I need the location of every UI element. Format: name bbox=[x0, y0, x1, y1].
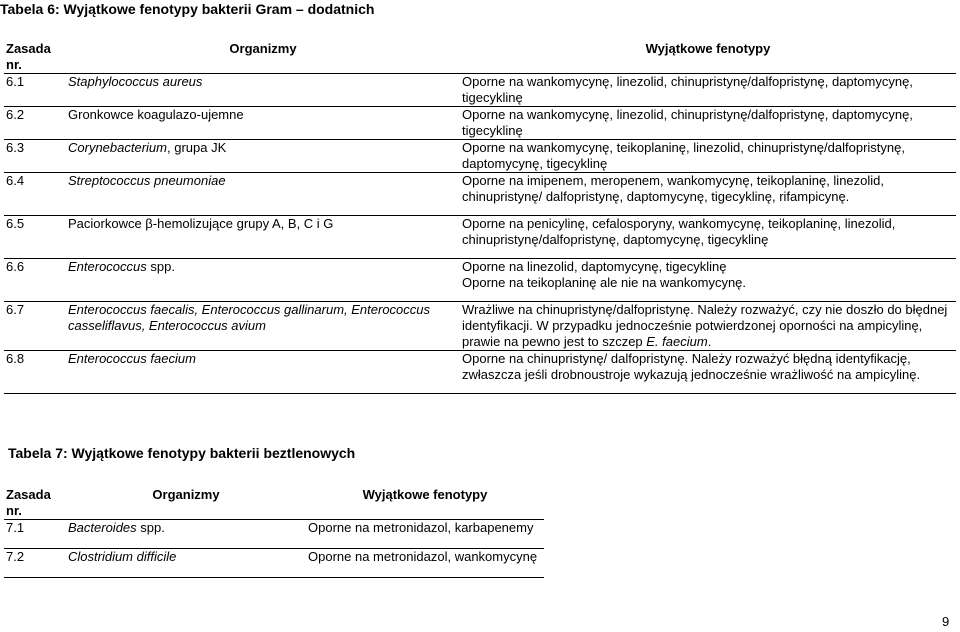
phenotype-cell bbox=[460, 302, 956, 351]
header-rule: Zasada nr. bbox=[6, 487, 51, 518]
table-row bbox=[4, 216, 956, 259]
rule-number: 6.6 bbox=[6, 259, 25, 274]
page-number: 9 bbox=[942, 614, 950, 629]
organism-cell bbox=[66, 351, 460, 394]
table6 bbox=[4, 38, 956, 394]
organism-cell: Gronkowce koagulazo-ujemne bbox=[68, 107, 244, 122]
header-phenotypes: Wyjątkowe fenotypy bbox=[362, 487, 488, 502]
phenotype-cell: Oporne na metronidazol, karbapenemy bbox=[308, 520, 534, 535]
organism-cell bbox=[66, 140, 460, 173]
rule-number: 6.1 bbox=[6, 74, 25, 89]
phenotype-text: Wrażliwe na chinupristynę/dalfopristynę. Należy rozważyć, czy nie doszło do błędnej identyfikacji. W przypadku jednocześnie potwierdzonej oporności na ampicylinę, prawie na pewno jest to szczep bbox=[462, 302, 948, 349]
table-row bbox=[4, 259, 956, 302]
rule-number: 7.2 bbox=[6, 549, 25, 564]
organism-name: Streptococcus pneumoniae bbox=[68, 173, 226, 188]
phenotype-cell: Oporne na metronidazol, wankomycynę bbox=[308, 549, 538, 564]
organism-qualifier: , grupa JK bbox=[167, 140, 227, 155]
rule-number: 6.7 bbox=[6, 302, 25, 317]
organism-cell bbox=[66, 173, 460, 216]
phenotype-species: E. faecium bbox=[646, 334, 708, 349]
table7-title: Tabela 7: Wyjątkowe fenotypy bakterii beztlenowych bbox=[8, 445, 356, 461]
rule-number: 6.8 bbox=[6, 351, 25, 366]
organism-name: Enterococcus bbox=[68, 259, 147, 274]
table6-title: Tabela 6: Wyjątkowe fenotypy bakterii Gram – dodatnich bbox=[0, 1, 375, 17]
table7 bbox=[4, 484, 544, 578]
table-row bbox=[4, 302, 956, 351]
phenotype-cell: Oporne na wankomycynę, teikoplaninę, linezolid, chinupristynę/dalfopristynę, daptomycynę, tigecyklinę bbox=[462, 140, 905, 171]
phenotype-cell: Oporne na penicylinę, cefalosporyny, wankomycynę, teikoplaninę, linezolid, chinupristynę/dalfopristynę, daptomycynę, tigecyklinę bbox=[462, 216, 896, 247]
organism-name: Corynebacterium bbox=[68, 140, 167, 155]
table6-header-row bbox=[4, 38, 956, 74]
organism-name: Bacteroides bbox=[68, 520, 137, 535]
table-row bbox=[4, 140, 956, 173]
organism-cell bbox=[66, 259, 460, 302]
table-row bbox=[4, 549, 544, 578]
table-row bbox=[4, 520, 544, 549]
organism-qualifier: spp. bbox=[136, 520, 165, 535]
header-rule: Zasada nr. bbox=[6, 41, 51, 72]
table-row bbox=[4, 74, 956, 107]
table7-header-row bbox=[4, 484, 544, 520]
rule-number: 6.5 bbox=[6, 216, 25, 231]
organism-name: Staphylococcus aureus bbox=[68, 74, 203, 89]
organism-cell bbox=[66, 549, 306, 578]
table-row bbox=[4, 173, 956, 216]
organism-cell bbox=[66, 520, 306, 549]
table-row bbox=[4, 351, 956, 394]
rule-number: 6.3 bbox=[6, 140, 25, 155]
phenotype-cell: Oporne na imipenem, meropenem, wankomycynę, teikoplaninę, linezolid, chinupristynę/ dalfopristynę, daptomycynę, tigecyklinę, rifampicynę. bbox=[462, 173, 884, 204]
rule-number: 6.4 bbox=[6, 173, 25, 188]
phenotype-cell: Oporne na wankomycynę, linezolid, chinupristynę/dalfopristynę, daptomycynę, tigecyklinę bbox=[462, 74, 913, 105]
organism-name: Clostridium difficile bbox=[68, 549, 177, 564]
header-phenotypes: Wyjątkowe fenotypy bbox=[645, 41, 771, 56]
organism-qualifier: spp. bbox=[146, 259, 175, 274]
organism-cell bbox=[66, 302, 460, 351]
phenotype-cell bbox=[460, 259, 956, 302]
phenotype-end: . bbox=[707, 334, 712, 349]
phenotype-line: Oporne na teikoplaninę ale nie na wankomycynę. bbox=[462, 275, 747, 290]
header-organisms: Organizmy bbox=[229, 41, 297, 56]
table-row bbox=[4, 107, 956, 140]
rule-number: 6.2 bbox=[6, 107, 25, 122]
header-organisms: Organizmy bbox=[152, 487, 220, 502]
organism-cell bbox=[66, 74, 460, 107]
phenotype-line: Oporne na linezolid, daptomycynę, tigecyklinę bbox=[462, 259, 727, 274]
phenotype-cell: Oporne na chinupristynę/ dalfopristynę. Należy rozważyć błędną identyfikację, zwłaszcza jeśli drobnoustroje wykazują jednocześnie wrażliwość na ampicylinę. bbox=[462, 351, 921, 382]
organism-cell: Paciorkowce β-hemolizujące grupy A, B, C i G bbox=[68, 216, 334, 231]
rule-number: 7.1 bbox=[6, 520, 25, 535]
phenotype-cell: Oporne na wankomycynę, linezolid, chinupristynę/dalfopristynę, daptomycynę, tigecyklinę bbox=[462, 107, 913, 138]
organism-name: Enterococcus faecium bbox=[68, 351, 196, 366]
organism-name: Enterococcus faecalis, Enterococcus gallinarum, Enterococcus casseliflavus, Enterococcus avium bbox=[68, 302, 431, 333]
